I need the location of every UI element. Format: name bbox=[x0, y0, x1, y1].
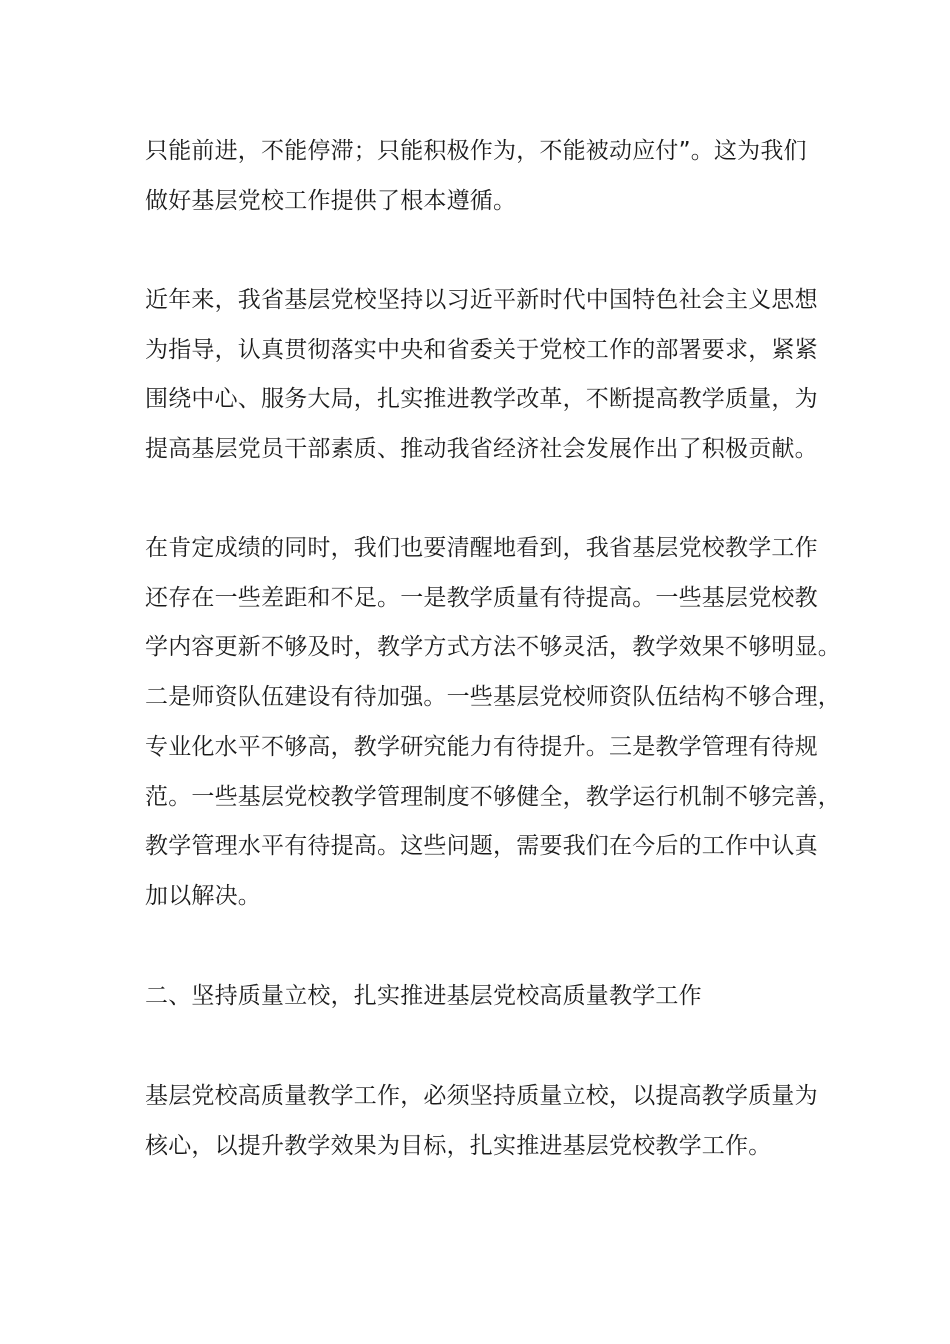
text-line: 基层党校高质量教学工作，必须坚持质量立校，以提高教学质量为 bbox=[145, 1083, 818, 1109]
text-line: 还存在一些差距和不足。一是教学质量有待提高。一些基层党校教 bbox=[145, 584, 818, 611]
text-line: 专业化水平不够高，教学研究能力有待提升。三是教学管理有待规 bbox=[145, 733, 818, 760]
paragraph-problems bbox=[145, 524, 845, 922]
text-line: 近年来，我省基层党校坚持以习近平新时代中国特色社会主义思想 bbox=[145, 287, 818, 313]
text-line: 在肯定成绩的同时，我们也要清醒地看到，我省基层党校教学工作 bbox=[145, 535, 818, 561]
paragraph-achievements bbox=[145, 276, 845, 475]
text-line: 加以解决。 bbox=[145, 882, 261, 909]
text-line: 围绕中心、服务大局，扎实推进教学改革，不断提高教学质量，为 bbox=[145, 386, 818, 413]
text-line: 范。一些基层党校教学管理制度不够健全，教学运行机制不够完善， bbox=[145, 783, 841, 810]
text-line: 二是师资队伍建设有待加强。一些基层党校师资队伍结构不够合理， bbox=[145, 684, 841, 711]
text-line: 提高基层党员干部素质、推动我省经济社会发展作出了积极贡献。 bbox=[145, 436, 818, 463]
text-line: 做好基层党校工作提供了根本遵循。 bbox=[145, 187, 517, 214]
text-line: 二、坚持质量立校，扎实推进基层党校高质量教学工作 bbox=[145, 983, 702, 1009]
text-line: 为指导，认真贯彻落实中央和省委关于党校工作的部署要求，紧紧 bbox=[145, 336, 818, 363]
paragraph-continuation bbox=[145, 127, 845, 226]
text-line: 核心，以提升教学效果为目标，扎实推进基层党校教学工作。 bbox=[145, 1132, 772, 1159]
text-line: 只能前进，不能停滞；只能积极作为，不能被动应付”。这为我们 bbox=[145, 138, 807, 164]
paragraph-quality bbox=[145, 1072, 845, 1171]
text-line: 学内容更新不够及时，教学方式方法不够灵活，教学效果不够明显。 bbox=[145, 634, 841, 661]
text-line: 教学管理水平有待提高。这些问题，需要我们在今后的工作中认真 bbox=[145, 833, 818, 860]
section-heading bbox=[145, 972, 845, 1022]
